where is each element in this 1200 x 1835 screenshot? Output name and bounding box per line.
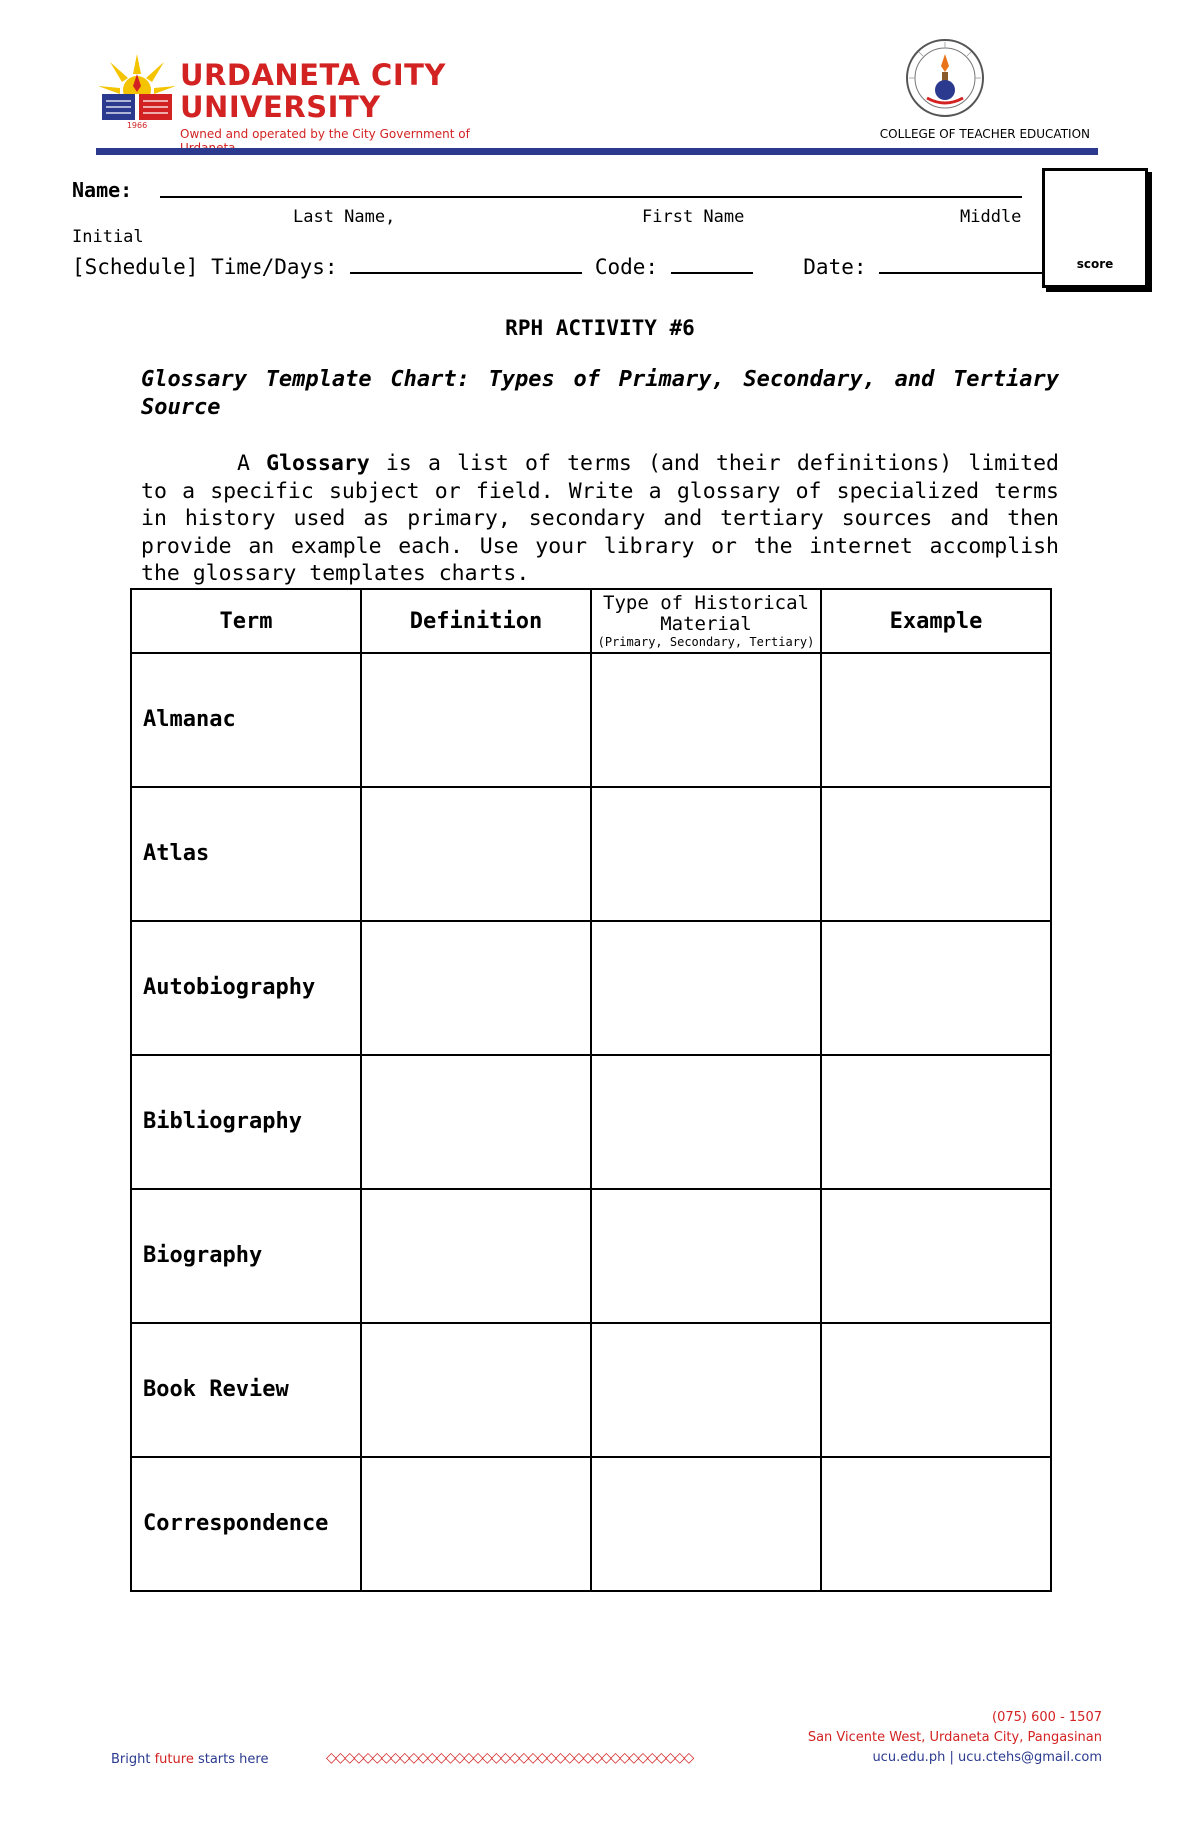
term-cell: Bibliography (131, 1055, 361, 1189)
header-definition: Definition (361, 589, 591, 653)
table-header-row (131, 589, 1051, 653)
definition-cell[interactable] (361, 1323, 591, 1457)
definition-cell[interactable] (361, 653, 591, 787)
type-cell[interactable] (591, 653, 821, 787)
schedule-row (72, 254, 1043, 279)
header-example: Example (821, 589, 1051, 653)
name-label: Name: (72, 178, 133, 202)
header-type-note: (Primary, Secondary, Tertiary) (597, 635, 815, 649)
footer-contacts (700, 1750, 1102, 1765)
type-cell[interactable] (591, 787, 821, 921)
header-type (591, 589, 821, 653)
term-cell: Biography (131, 1189, 361, 1323)
definition-cell[interactable] (361, 1457, 591, 1591)
table-row (131, 1323, 1051, 1457)
slogan-rest: starts here (197, 1752, 269, 1767)
intro-rest: is a list of terms (and their definitions) limited to a specific subject or field. Write a glossary of specialized terms in history used as primary, secondary and tertiary sources and then provide an example each. Use your library or the internet accomplish the glossary templates charts. (141, 451, 1060, 586)
example-cell[interactable] (821, 1189, 1051, 1323)
example-cell[interactable] (821, 1323, 1051, 1457)
intro-bold-term: Glossary (266, 451, 370, 476)
term-cell: Atlas (131, 787, 361, 921)
definition-cell[interactable] (361, 1055, 591, 1189)
type-cell[interactable] (591, 1055, 821, 1189)
slogan-word-bright: Bright (111, 1752, 151, 1767)
footer-website[interactable]: ucu.edu.ph (872, 1750, 946, 1765)
score-box[interactable] (1042, 168, 1148, 288)
table-row (131, 653, 1051, 787)
schedule-field-line[interactable] (350, 254, 582, 274)
college-seal (905, 38, 985, 118)
table-row (131, 1189, 1051, 1323)
table-row (131, 787, 1051, 921)
code-field-line[interactable] (671, 254, 753, 274)
schedule-label: [Schedule] Time/Days: (72, 255, 338, 279)
term-cell: Book Review (131, 1323, 361, 1457)
footer-separator: | (949, 1750, 954, 1765)
term-cell: Almanac (131, 653, 361, 787)
glossary-table (130, 588, 1052, 1592)
term-cell: Autobiography (131, 921, 361, 1055)
type-cell[interactable] (591, 921, 821, 1055)
college-name: COLLEGE OF TEACHER EDUCATION (879, 127, 1090, 141)
type-cell[interactable] (591, 1189, 821, 1323)
initial-label: Initial (72, 227, 144, 247)
score-label: score (1076, 257, 1114, 271)
table-row (131, 921, 1051, 1055)
term-cell: Correspondence (131, 1457, 361, 1591)
footer-phone: (075) 600 - 1507 (992, 1710, 1102, 1725)
intro-prefix: A (237, 451, 267, 476)
university-name-line1: URDANETA CITY (180, 58, 446, 92)
definition-cell[interactable] (361, 921, 591, 1055)
table-row (131, 1457, 1051, 1591)
university-logo (98, 52, 176, 130)
footer-slogan (111, 1752, 268, 1767)
date-label: Date: (803, 255, 867, 279)
slogan-word-future: future (154, 1752, 194, 1767)
logo-year: 1966 (126, 121, 148, 130)
example-cell[interactable] (821, 653, 1051, 787)
example-cell[interactable] (821, 921, 1051, 1055)
name-field-line[interactable] (160, 196, 1022, 198)
footer-address: San Vicente West, Urdaneta City, Pangasinan (807, 1730, 1102, 1745)
university-name-line2: UNIVERSITY (180, 90, 381, 124)
definition-cell[interactable] (361, 1189, 591, 1323)
instructions-paragraph (141, 450, 1059, 588)
type-cell[interactable] (591, 1323, 821, 1457)
example-cell[interactable] (821, 787, 1051, 921)
footer-email[interactable]: ucu.ctehs@gmail.com (957, 1750, 1102, 1765)
header-term: Term (131, 589, 361, 653)
middle-label: Middle (960, 207, 1022, 227)
date-field-line[interactable] (879, 254, 1043, 274)
table-row (131, 1055, 1051, 1189)
header-type-label: Type of Historical Material (603, 592, 809, 635)
first-name-label: First Name (642, 207, 745, 227)
activity-title: RPH ACTIVITY #6 (505, 316, 695, 340)
example-cell[interactable] (821, 1055, 1051, 1189)
activity-subtitle: Glossary Template Chart: Types of Primary, Secondary, and Tertiary Source (141, 367, 1059, 420)
example-cell[interactable] (821, 1457, 1051, 1591)
last-name-label: Last Name, (293, 207, 396, 227)
type-cell[interactable] (591, 1457, 821, 1591)
code-label: Code: (594, 255, 659, 279)
university-tagline: Owned and operated by the City Government of (180, 127, 470, 141)
definition-cell[interactable] (361, 787, 591, 921)
header-divider (96, 148, 1098, 155)
footer-diamond-divider: ◇◇◇◇◇◇◇◇◇◇◇◇◇◇◇◇◇◇◇◇◇◇◇◇◇◇◇◇◇◇◇◇◇◇◇◇◇◇◇◇ (326, 1750, 693, 1766)
